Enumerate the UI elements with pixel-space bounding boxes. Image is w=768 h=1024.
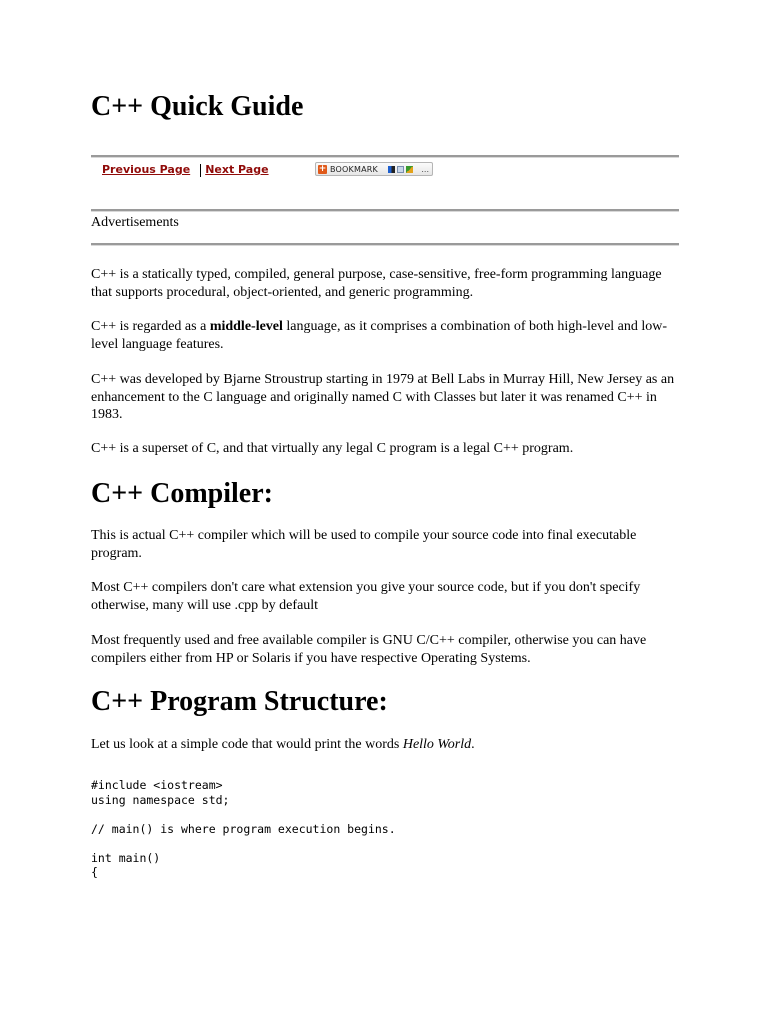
intro-paragraph-4: C++ is a superset of C, and that virtually any legal C program is a legal C++ program. [91,441,574,456]
compiler-paragraph-2: Most C++ compilers don't care what extension you give your source code, but if you don't specify otherwise, many will use .cpp by default [91,580,641,613]
compiler-paragraph-1: This is actual C++ compiler which will be used to compile your source code into final executable program. [91,528,637,561]
intro-p2-before: C++ is regarded as a [91,319,210,334]
nav-separator [200,164,201,177]
bookmark-more: ... [421,165,429,174]
bookmark-label: BOOKMARK [330,165,378,174]
next-page-link[interactable]: Next Page [205,163,269,176]
intro-p2-after: language, as it comprises a combination of both high-level and low-level language features. [91,319,668,352]
digg-icon [397,166,404,173]
intro-paragraph-1: C++ is a statically typed, compiled, general purpose, case-sensitive, free-form programming language that supports procedural, object-oriented, and generic programming. [91,267,662,300]
page-navigation [102,161,269,179]
intro-paragraph-2 [91,318,679,353]
advertisements-label: Advertisements [91,215,179,230]
structure-intro [91,736,679,754]
bookmark-service-icons [388,166,415,174]
hello-world-term: Hello World [402,737,472,752]
code-block: #include <iostream> using namespace std; // main() is where program execution begins. int main() { [91,778,396,879]
delicious-icon [388,166,395,173]
intro-paragraph-3: C++ was developed by Bjarne Stroustrup starting in 1979 at Bell Labs in Murray Hill, New Jersey as an enhancement to the C language and originally named C with Classes but later it was renamed C++ in 1983. [91,372,675,422]
compiler-heading: C++ Compiler: [91,478,273,509]
bookmark-button[interactable] [315,162,433,176]
compiler-paragraph-3: Most frequently used and free available compiler is GNU C/C++ compiler, otherwise you can have compilers either from HP or Solaris if you have respective Operating Systems. [91,633,647,666]
plus-icon: + [318,164,327,174]
ads-top-divider [91,209,679,212]
previous-page-link[interactable]: Previous Page [102,163,191,176]
structure-intro-before: Let us look at a simple code that would print the words [91,737,403,752]
page-title: C++ Quick Guide [91,91,304,122]
middle-level-term: middle-level [209,319,283,334]
top-divider [91,155,679,158]
stumble-icon [406,166,413,173]
structure-intro-after: . [471,737,475,752]
ads-bottom-divider [91,243,679,246]
structure-heading: C++ Program Structure: [91,686,388,717]
